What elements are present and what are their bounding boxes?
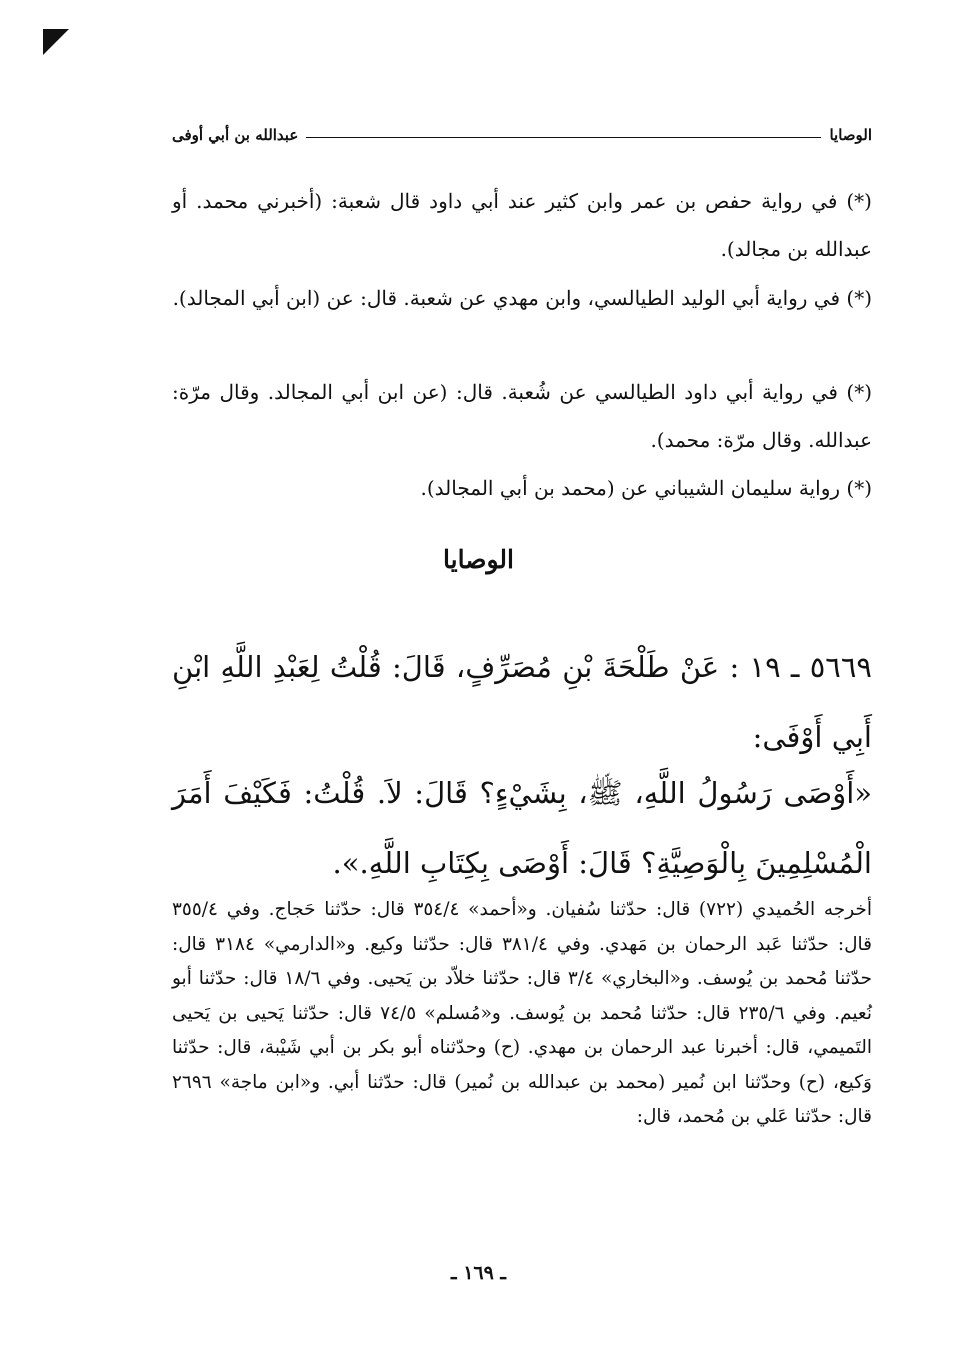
page-number: ـ ١٦٩ ـ [451,1262,506,1284]
section-title: الوصايا [443,545,514,574]
header-chapter-title: الوصايا [829,126,872,144]
footnote-4: (*) رواية سليمان الشيباني عن (محمد بن أبي المجالد). [420,476,872,500]
header-rule [306,137,821,138]
hadith-text: «أَوْصَى رَسُولُ اللَّهِ، ﷺ، بِشَيْءٍ؟ قَالَ: لاَ. قُلْتُ: فَكَيْفَ أَمَرَ الْمُسْلِمِينَ بِالْوَصِيَّةِ؟ قَالَ: أَوْصَى بِكِتَابِ اللَّهِ.». [172,776,872,880]
hadith-intro: ٥٦٦٩ ـ ١٩ : عَنْ طَلْحَةَ بْنِ مُصَرِّفٍ، قَالَ: قُلْتُ لِعَبْدِ اللَّهِ ابْنِ أَبِي أَوْفَى: [172,650,873,754]
footnote-2: (*) في رواية أبي الوليد الطيالسي، وابن مهدي عن شعبة. قال: عن (ابن أبي المجالد). [172,286,872,310]
footnote-1: (*) في رواية حفص بن عمر وابن كثير عند أبي داود قال شعبة: (أخبرني محمد. أو عبدالله بن مجالد). [172,189,872,261]
running-header [172,118,872,144]
header-companion-name: عبدالله بن أبي أوفى [172,126,299,144]
takhrij-paragraph: أخرجه الحُميدي (٧٢٢) قال: حدّثنا سُفيان. و«أحمد» ٣٥٤/٤ قال: حدّثنا حَجاج. وفي ٣٥٥/٤ قال: حدّثنا عَبد الرحمان بن مَهدي. وفي ٣٨١/٤ قال: حدّثنا وكيع. و«الدارمي» ٣١٨٤ قال: حدّثنا مُحمد بن يُوسف. و«البخاري» ٣/٤ قال: حدّثنا خلاّد بن يَحيى. وفي ١٨/٦ قال: حدّثنا أبو نُعيم. وفي ٢٣٥/٦ قال: حدّثنا مُحمد بن يُوسف. و«مُسلم» ٧٤/٥ قال: حدّثنا يَحيى بن يَحيى التَميمي، قال: أخبرنا عبد الرحمان بن مهدي. (ح) وحدّثناه أبو بكر بن أبي شَيْبة، قال: حدّثنا وَكيع، (ح) وحدّثنا ابن نُمير (محمد بن عبدالله بن نُمير) قال: حدّثنا أبي. و«ابن ماجة» ٢٦٩٦ قال: حدّثنا عَلي بن مُحمد، قال: [172,899,873,1127]
footnote-3: (*) في رواية أبي داود الطيالسي عن شُعبة. قال: (عن ابن أبي المجالد. وقال مرّة: عبدالله. وقال مرّة: محمد). [172,380,872,452]
corner-mark [43,29,69,55]
